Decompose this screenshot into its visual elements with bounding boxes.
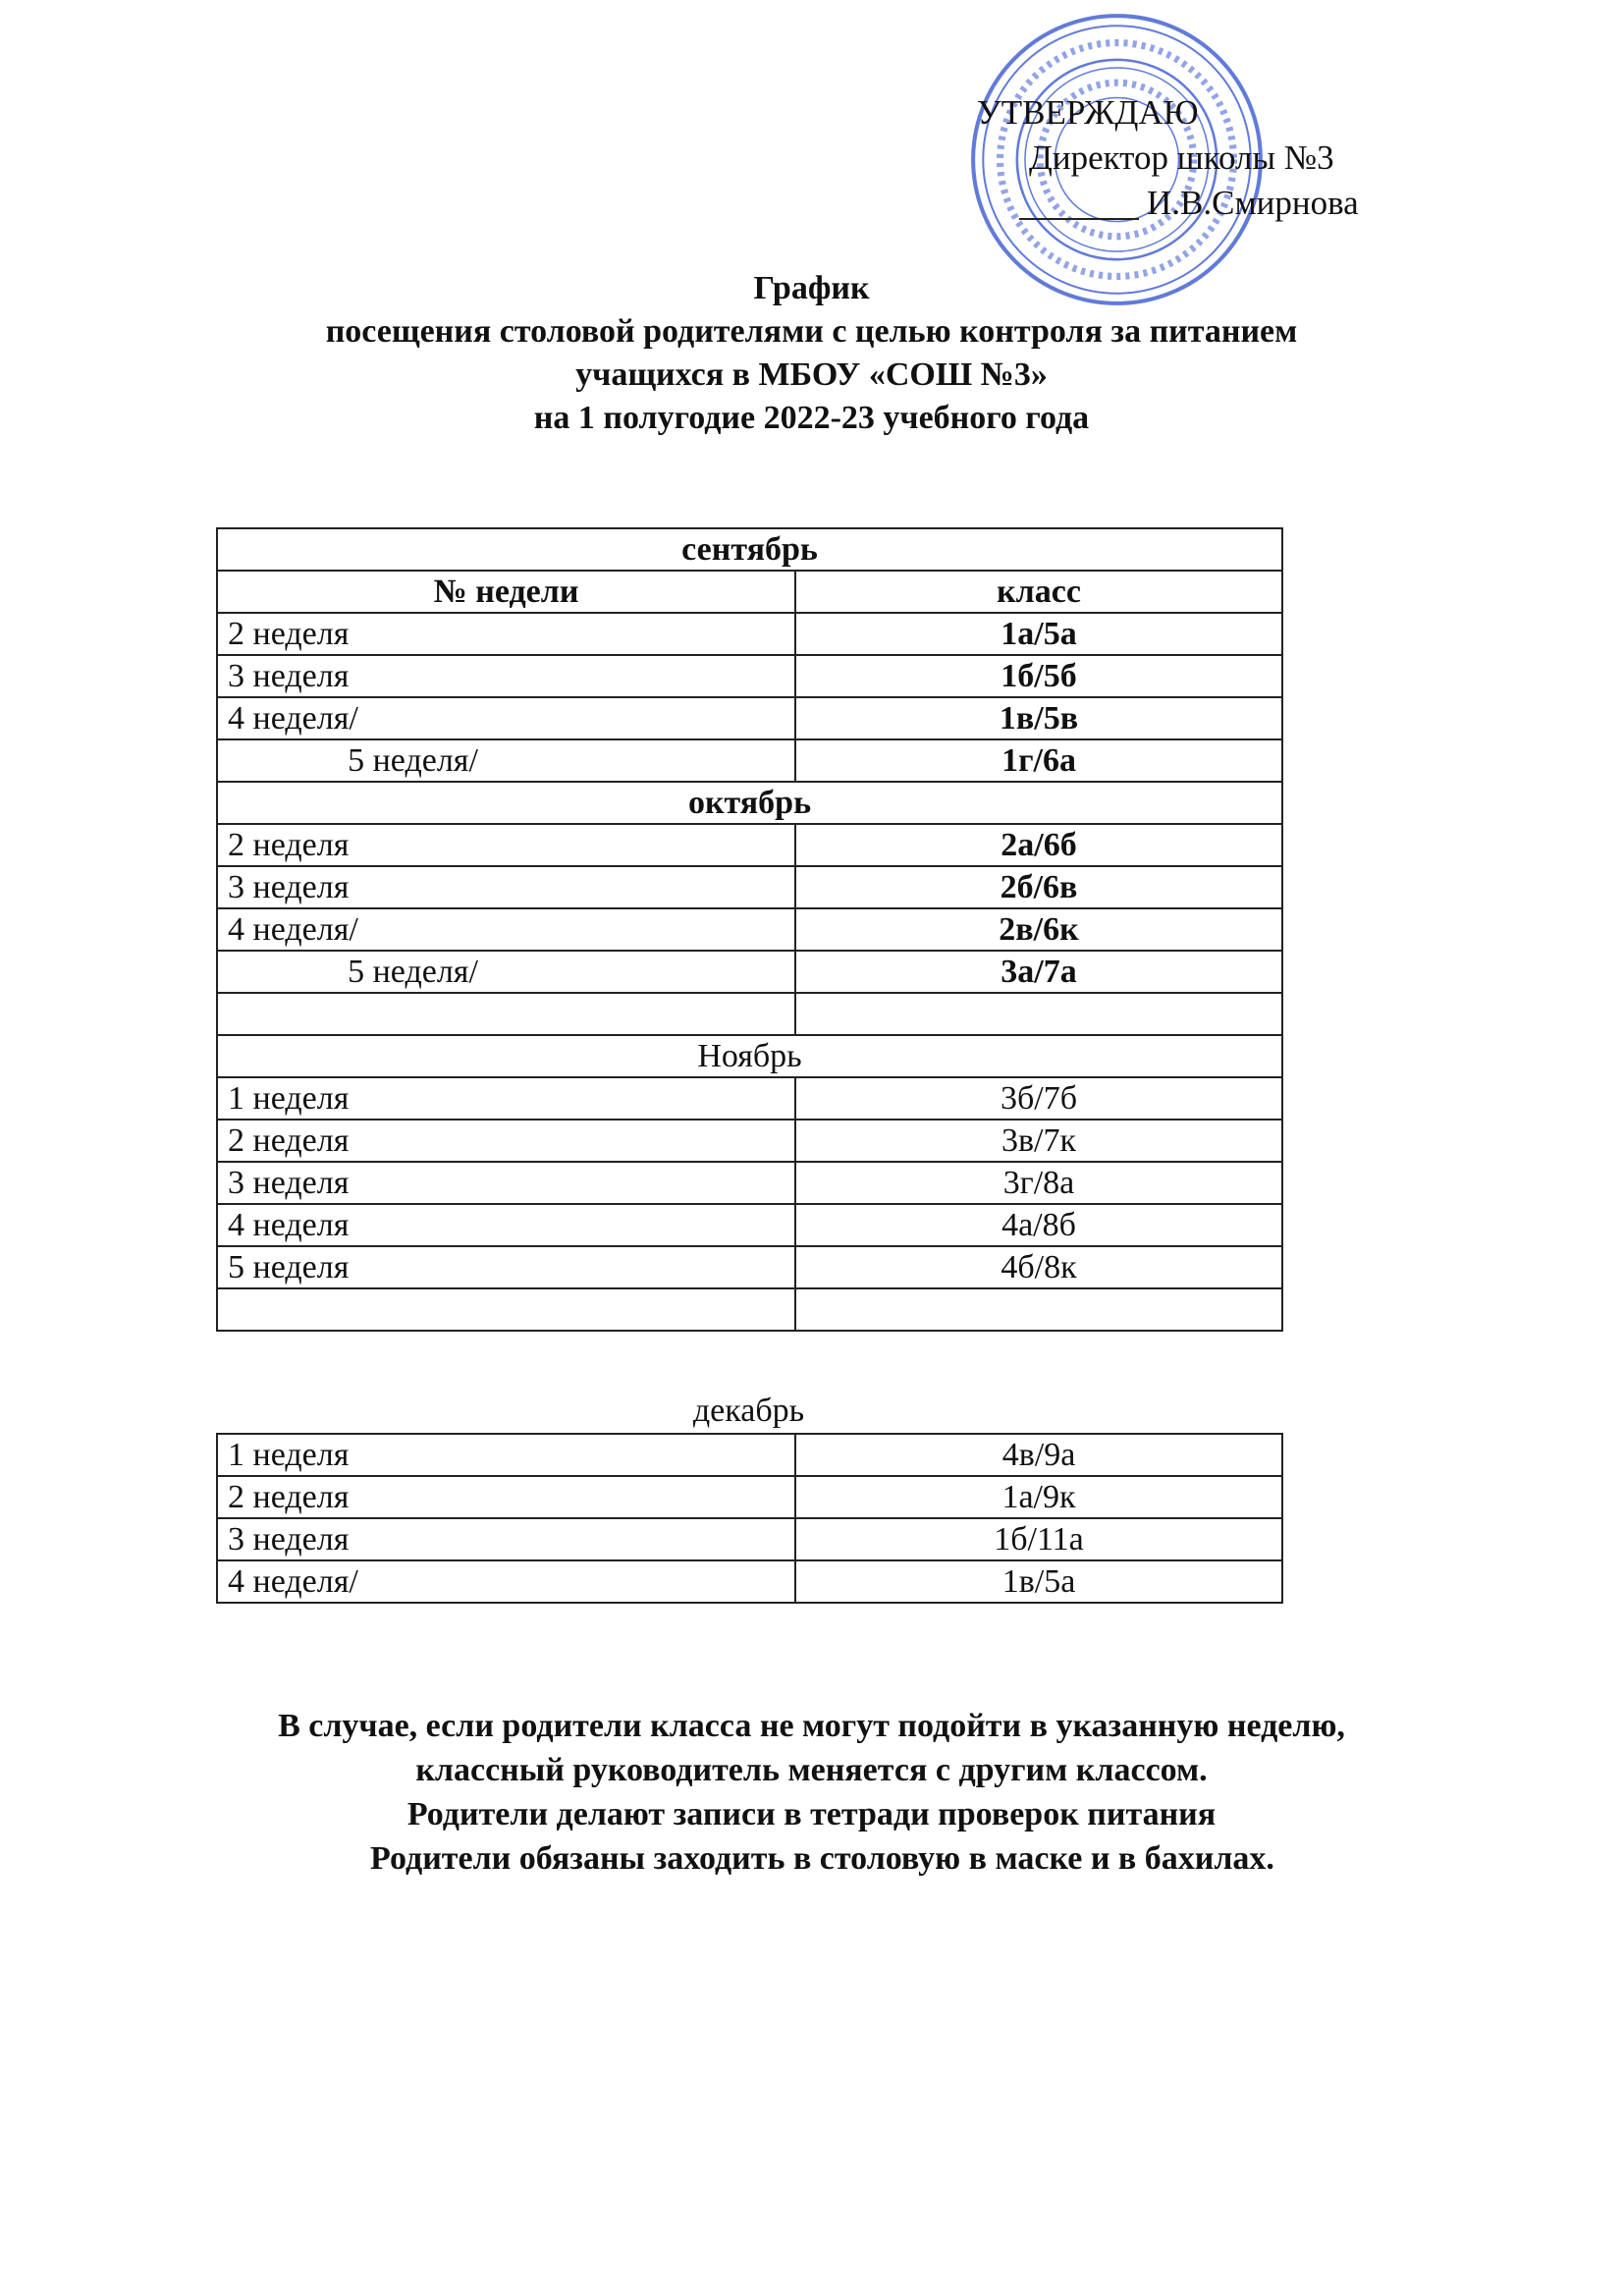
title-line-2: посещения столовой родителями с целью контроля за питанием — [325, 313, 1298, 350]
table-row — [217, 1077, 1282, 1120]
empty-cell — [795, 1288, 1282, 1331]
title-line-1: График — [753, 270, 870, 306]
table-row — [217, 655, 1282, 697]
table-row — [217, 951, 1282, 993]
table-row — [217, 1434, 1282, 1476]
class-cell: 1а/9к — [795, 1476, 1282, 1518]
week-cell: 4 неделя — [217, 1204, 795, 1246]
empty-row — [217, 993, 1282, 1035]
month-row-november — [217, 1035, 1282, 1077]
empty-cell — [217, 1288, 795, 1331]
class-cell: 3г/8а — [795, 1162, 1282, 1204]
table-row — [217, 613, 1282, 655]
week-cell: 5 неделя — [217, 1246, 795, 1288]
header-row — [217, 571, 1282, 613]
week-cell: 4 неделя/ — [217, 908, 795, 951]
note-line-1: В случае, если родители класса не могут подойти в указанную неделю, — [278, 1708, 1345, 1744]
week-cell: 4 неделя/ — [217, 697, 795, 739]
approval-word: УТВЕРЖДАЮ — [977, 93, 1199, 132]
table-row — [217, 866, 1282, 908]
class-cell: 2а/6б — [795, 824, 1282, 866]
month-label: октябрь — [217, 782, 1282, 824]
week-cell: 5 неделя/ — [217, 951, 795, 993]
note-line-4: Родители обязаны заходить в столовую в маске и в бахилах. — [370, 1840, 1274, 1877]
week-cell: 3 неделя — [217, 1162, 795, 1204]
header-class: класс — [795, 571, 1282, 613]
class-cell: 1б/5б — [795, 655, 1282, 697]
week-cell: 5 неделя/ — [217, 739, 795, 782]
class-cell: 3а/7а — [795, 951, 1282, 993]
week-cell: 3 неделя — [217, 866, 795, 908]
class-cell: 2б/6в — [795, 866, 1282, 908]
week-cell: 3 неделя — [217, 655, 795, 697]
week-cell: 2 неделя — [217, 613, 795, 655]
class-cell: 1в/5в — [795, 697, 1282, 739]
class-cell: 4б/8к — [795, 1246, 1282, 1288]
week-cell: 4 неделя/ — [217, 1560, 795, 1603]
month-label: Ноябрь — [217, 1035, 1282, 1077]
table-row — [217, 1120, 1282, 1162]
table-row — [217, 697, 1282, 739]
table-row — [217, 1476, 1282, 1518]
table-row — [217, 908, 1282, 951]
document-title — [0, 267, 1623, 440]
note-line-3: Родители делают записи в тетради проверок питания — [406, 1796, 1217, 1832]
notes-block — [0, 1704, 1623, 1881]
empty-cell — [217, 993, 795, 1035]
empty-row — [217, 1288, 1282, 1331]
note-line-2: классный руководитель меняется с другим классом. — [415, 1752, 1208, 1788]
table-row — [217, 1162, 1282, 1204]
schedule-table — [216, 527, 1283, 1332]
table-row — [217, 1518, 1282, 1560]
class-cell: 1г/6а — [795, 739, 1282, 782]
title-line-4: на 1 полугодие 2022-23 учебного года — [533, 400, 1090, 436]
class-cell: 3в/7к — [795, 1120, 1282, 1162]
class-cell: 3б/7б — [795, 1077, 1282, 1120]
empty-cell — [795, 993, 1282, 1035]
week-cell: 1 неделя — [217, 1434, 795, 1476]
title-line-3: учащихся в МБОУ «СОШ №3» — [575, 356, 1048, 393]
table-row — [217, 1560, 1282, 1603]
table-row — [217, 1246, 1282, 1288]
week-cell: 2 неделя — [217, 824, 795, 866]
month-row-october — [217, 782, 1282, 824]
class-cell: 1б/11а — [795, 1518, 1282, 1560]
table-row — [217, 824, 1282, 866]
class-cell: 4а/8б — [795, 1204, 1282, 1246]
month-row-september — [217, 528, 1282, 571]
class-cell: 1а/5а — [795, 613, 1282, 655]
table-row — [217, 1204, 1282, 1246]
approval-position: Директор школы №3 — [1029, 138, 1334, 177]
header-week: № недели — [217, 571, 795, 613]
class-cell: 2в/6к — [795, 908, 1282, 951]
month-label-december: декабрь — [692, 1393, 805, 1429]
week-cell: 2 неделя — [217, 1120, 795, 1162]
class-cell: 4в/9а — [795, 1434, 1282, 1476]
week-cell: 2 неделя — [217, 1476, 795, 1518]
schedule-table-december — [216, 1433, 1283, 1604]
approval-name: И.В.Смирнова — [1147, 181, 1359, 226]
week-cell: 1 неделя — [217, 1077, 795, 1120]
week-cell: 3 неделя — [217, 1518, 795, 1560]
class-cell: 1в/5а — [795, 1560, 1282, 1603]
table-row — [217, 739, 1282, 782]
month-label: сентябрь — [217, 528, 1282, 571]
